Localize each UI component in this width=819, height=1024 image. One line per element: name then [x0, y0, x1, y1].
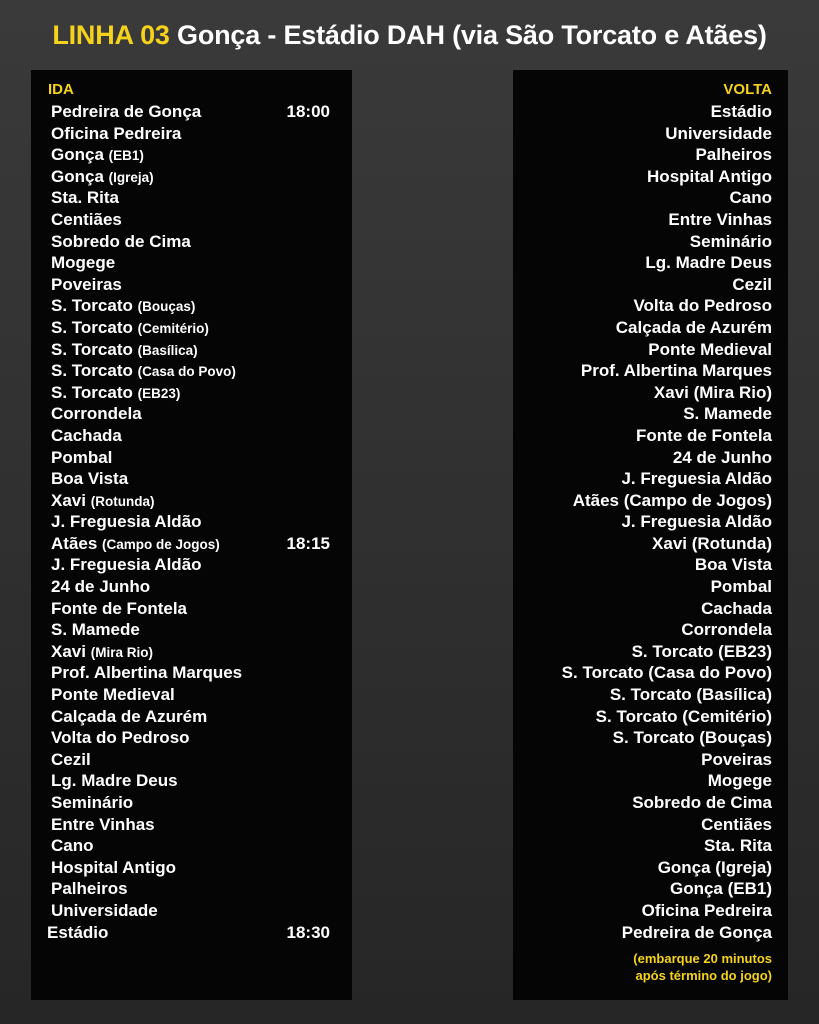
volta-stop: Mogege: [707, 771, 772, 791]
stop-name: S. Torcato: [51, 317, 133, 337]
stop-name: S. Mamede: [51, 620, 140, 640]
volta-stop: Hospital Antigo: [647, 166, 772, 186]
volta-stop: Calçada de Azurém: [615, 317, 772, 337]
ida-stop: [51, 511, 330, 533]
stop-time: 18:00: [286, 102, 330, 121]
stop-name: Palheiros: [51, 879, 128, 899]
volta-stop: Gonça (EB1): [669, 879, 772, 899]
volta-stop: Fonte de Fontela: [636, 425, 772, 445]
stop-name: Volta do Pedroso: [51, 728, 190, 748]
ida-stop: [51, 641, 330, 663]
page-title: [0, 20, 819, 51]
stop-name: Centiães: [51, 209, 122, 229]
ida-stop: [51, 490, 330, 512]
volta-stop: Sobredo de Cima: [632, 793, 772, 812]
stop-name: Lg. Madre Deus: [51, 771, 178, 791]
ida-stop: [51, 123, 330, 145]
stop-name: J. Freguesia Aldão: [51, 555, 202, 575]
ida-stop: [51, 166, 330, 188]
stop-name: Sta. Rita: [51, 188, 120, 208]
stop-name: Estádio: [47, 922, 109, 942]
ida-stop-list: [47, 101, 330, 943]
stop-name: Oficina Pedreira: [51, 123, 182, 143]
stop-name: Pedreira de Gonça: [51, 102, 202, 121]
ida-stop: [51, 727, 330, 749]
volta-panel: [513, 70, 788, 1000]
ida-stop: [51, 792, 330, 814]
volta-stop: Lg. Madre Deus: [645, 253, 772, 273]
volta-stop: Pedreira de Gonça: [621, 922, 772, 942]
ida-stop: [51, 295, 330, 317]
ida-stop: [51, 684, 330, 706]
ida-stop: [51, 814, 330, 836]
ida-stop: [51, 468, 330, 490]
volta-stop: Prof. Albertina Marques: [580, 361, 772, 381]
stop-name: J. Freguesia Aldão: [51, 512, 202, 532]
stop-name: Universidade: [51, 900, 158, 920]
volta-stop: Boa Vista: [694, 555, 772, 575]
stop-note: (Rotunda): [90, 493, 155, 509]
line-number: LINHA 03: [52, 20, 170, 50]
volta-stop: Universidade: [665, 123, 772, 143]
volta-stop: Cachada: [701, 598, 772, 618]
stop-name: Cachada: [51, 425, 122, 445]
volta-stop: Volta do Pedroso: [633, 296, 772, 316]
ida-stop: [51, 576, 330, 598]
volta-stop: S. Torcato (Cemitério): [595, 706, 772, 726]
stop-time: 18:15: [286, 533, 330, 553]
stop-name: Gonça: [51, 166, 104, 186]
stop-name: Xavi: [51, 641, 86, 661]
stop-time: 18:30: [286, 922, 330, 942]
volta-stop: Palheiros: [695, 145, 772, 165]
stop-name: S. Torcato: [51, 382, 133, 402]
volta-stop: 24 de Junho: [672, 447, 772, 467]
stop-note: (Igreja): [108, 169, 154, 185]
volta-stop: Sta. Rita: [703, 836, 772, 856]
ida-stop: [51, 749, 330, 771]
stop-note: (Cemitério): [137, 320, 209, 336]
ida-stop: [51, 447, 330, 469]
ida-stop: [51, 900, 330, 922]
volta-stop: Centiães: [701, 814, 772, 834]
stop-name: Sobredo de Cima: [51, 231, 191, 251]
volta-stop: Pombal: [710, 577, 772, 597]
stop-name: Seminário: [51, 793, 134, 812]
stop-name: Atães: [51, 533, 98, 553]
volta-stop: Seminário: [689, 231, 772, 251]
ida-stop: [51, 835, 330, 857]
volta-stop: J. Freguesia Aldão: [621, 469, 772, 489]
stop-name: Pombal: [51, 447, 113, 467]
stop-name: Prof. Albertina Marques: [51, 663, 243, 683]
stop-name: Boa Vista: [51, 469, 129, 489]
volta-stop: Xavi (Mira Rio): [653, 382, 772, 402]
volta-stop-list: [513, 101, 772, 943]
ida-label: IDA: [48, 81, 74, 98]
stop-note: (Campo de Jogos): [102, 536, 220, 552]
ida-stop: [47, 922, 330, 944]
ida-panel: [31, 70, 352, 1000]
ida-stop: [51, 662, 330, 684]
ida-stop: [51, 533, 330, 555]
boarding-note: [633, 950, 772, 984]
volta-stop: Gonça (Igreja): [657, 857, 772, 877]
boarding-note-line2: após término do jogo): [635, 968, 772, 983]
stop-name: Poveiras: [51, 274, 122, 294]
stop-name: Corrondela: [51, 404, 142, 424]
stop-name: S. Torcato: [51, 296, 133, 316]
volta-stop: Poveiras: [701, 749, 772, 769]
volta-stop: S. Torcato (Bouças): [612, 728, 772, 748]
ida-stop: [51, 317, 330, 339]
ida-stop: [51, 231, 330, 253]
volta-stop: S. Torcato (EB23): [631, 641, 772, 661]
stop-note: (EB1): [108, 148, 144, 164]
volta-stop: Ponte Medieval: [648, 339, 772, 359]
stop-name: Ponte Medieval: [51, 685, 175, 705]
stop-name: Fonte de Fontela: [51, 598, 187, 618]
volta-stop: S. Torcato (Basílica): [609, 685, 772, 705]
ida-stop: [51, 274, 330, 296]
stop-name: S. Torcato: [51, 339, 133, 359]
ida-stop: [51, 209, 330, 231]
stop-name: Hospital Antigo: [51, 857, 176, 877]
stop-note: (Mira Rio): [90, 644, 153, 660]
stop-name: 24 de Junho: [51, 577, 151, 597]
volta-stop: S. Mamede: [683, 404, 772, 424]
ida-stop: [51, 252, 330, 274]
ida-stop: [51, 554, 330, 576]
volta-stop: Cezil: [732, 274, 772, 294]
stop-note: (Bouças): [137, 299, 196, 315]
ida-stop: [51, 101, 330, 123]
stop-note: (EB23): [137, 385, 181, 401]
boarding-note-line1: (embarque 20 minutos: [633, 951, 772, 966]
stop-note: (Basílica): [137, 342, 198, 358]
ida-stop: [51, 187, 330, 209]
stop-name: Cezil: [51, 749, 91, 769]
volta-stop: Cano: [729, 188, 772, 208]
ida-stop: [51, 425, 330, 447]
volta-stop: Corrondela: [681, 620, 772, 640]
volta-stop: Oficina Pedreira: [641, 900, 772, 920]
stop-name: Calçada de Azurém: [51, 706, 208, 726]
ida-stop: [51, 360, 330, 382]
ida-stop: [51, 339, 330, 361]
volta-stop: Atães (Campo de Jogos): [572, 490, 772, 510]
stop-name: Xavi: [51, 490, 86, 510]
volta-stop: S. Torcato (Casa do Povo): [561, 663, 772, 683]
ida-stop: [51, 857, 330, 879]
volta-stop: Entre Vinhas: [668, 209, 772, 229]
volta-stop: J. Freguesia Aldão: [621, 512, 772, 532]
stop-name: S. Torcato: [51, 361, 133, 381]
stop-name: Entre Vinhas: [51, 814, 155, 834]
ida-stop: [51, 144, 330, 166]
ida-stop: [51, 878, 330, 900]
stop-name: Mogege: [51, 253, 116, 273]
ida-stop: [51, 770, 330, 792]
ida-stop: [51, 382, 330, 404]
ida-stop: [51, 706, 330, 728]
volta-label: VOLTA: [723, 81, 772, 98]
volta-stop: Xavi (Rotunda): [652, 533, 772, 553]
route-name: Gonça - Estádio DAH (via São Torcato e Atães): [177, 20, 767, 50]
ida-stop: [51, 619, 330, 641]
ida-stop: [51, 403, 330, 425]
volta-stop: Estádio: [710, 102, 772, 121]
stop-name: Gonça: [51, 145, 104, 165]
ida-stop: [51, 598, 330, 620]
stop-note: (Casa do Povo): [137, 364, 236, 380]
stop-name: Cano: [51, 836, 94, 856]
